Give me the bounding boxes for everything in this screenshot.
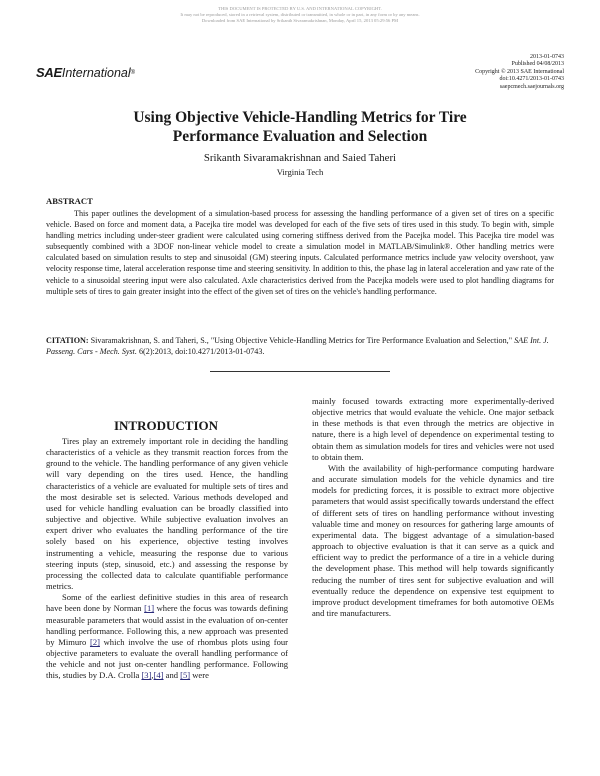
intro-paragraph-3: With the availability of high-performance computing hardware and accurate simulation models for the vehicle dynamics and tire models for predicting forces, it is possible to extract more objective parameters that would assist specifically towards understand the effect of different sets of tires on handling performance without investing valuable time and money on resources for gathering large amounts of experimental data. The biggest advantage of a simulation-based approach to objective evaluation is that it can serve as a quick and efficient way to predict the performance of a tire in a vehicle during the development phase. This method will help towards significantly reducing the number of tires sent for subjective evaluation and will eventually reduce the dependence on expensive test equipment to improve product development timeframes for both automotive OEMs and tire manufacturers.	[312, 462, 554, 618]
publication-metadata	[475, 54, 564, 91]
doi: doi:10.4271/2013-01-0743	[499, 76, 564, 83]
reference-link-3[interactable]: [3]	[141, 670, 152, 681]
ref-separator: ,	[151, 670, 154, 681]
citation	[46, 335, 554, 357]
copyright-watermark	[0, 6, 600, 25]
p2-text-b: where the focus was towards defining measurable parameters that would assist in the evaluation of on-center handling performance. Following this, a new approach was presented by Mimuro	[46, 603, 288, 647]
abstract-heading: ABSTRACT	[46, 196, 93, 206]
journal-site: saepcmech.saejournals.org	[499, 83, 564, 90]
citation-journal: SAE Int. J. Passeng. Cars - Mech. Syst.	[46, 336, 549, 357]
left-column	[46, 436, 288, 681]
copyright-notice: Copyright © 2013 SAE International	[475, 68, 564, 75]
reference-link-1[interactable]: [1]	[144, 603, 155, 614]
logo-brand: SAE	[36, 65, 62, 80]
reference-link-5[interactable]: [5]	[180, 670, 191, 681]
logo-name: International	[61, 66, 131, 80]
watermark-line-2: It may not be reproduced, stored in a retrieval system, distributed or transmitted, in whole or in part, in any form or by any means.	[180, 12, 420, 18]
intro-paragraph-2-continued: mainly focused towards extracting more experimentally-derived objective metrics that would evaluate the vehicle. One major setback in these methods is that even through the metrics are objective in nature, there is a high level of dependence on experimental testing to obtain them as simulation models for tires and vehicles were not used to obtain them.	[312, 396, 554, 462]
right-column	[312, 396, 554, 619]
section-divider	[210, 371, 390, 372]
watermark-line-3: Downloaded from SAE International by Srikanth Sivaramakrishnan, Monday, April 15, 2013 05:29:56 PM	[201, 18, 399, 24]
citation-text: Sivaramakrishnan, S. and Taheri, S., "Using Objective Vehicle-Handling Metrics for Tire Performance Evaluation and Selection,"	[88, 336, 515, 345]
p2-text-d: were	[190, 670, 209, 681]
citation-label: CITATION:	[46, 336, 89, 345]
citation-tail: 6(2):2013, doi:10.4271/2013-01-0743.	[136, 347, 265, 357]
watermark-line-1: THIS DOCUMENT IS PROTECTED BY U.S. AND INTERNATIONAL COPYRIGHT.	[218, 6, 382, 11]
affiliation: Virginia Tech	[276, 167, 324, 177]
sae-international-logo	[36, 66, 135, 80]
reference-link-2[interactable]: [2]	[89, 636, 100, 647]
introduction-heading: INTRODUCTION	[113, 418, 218, 433]
published-date: Published 04/08/2013	[511, 61, 564, 68]
paper-number: 2013-01-0743	[530, 54, 564, 60]
intro-paragraph-2	[46, 592, 288, 681]
p2-text-a: Some of the earliest definitive studies in this area of research have been done by Norman	[46, 592, 288, 614]
p2-text-c: which involve the use of rhombus plots using four objective parameters to evaluate the overall handling performance of the vehicle and not just on-center handling performance. Following this, studies by D.A. Crolla	[46, 636, 288, 681]
intro-paragraph-1: Tires play an extremely important role in deciding the handling characteristics of a vehicle as they transmit reaction forces from the ground to the vehicle. The handling performance of any given vehicle will vary depending on the tires used. Hence, the handling characteristics of a vehicle are evaluated for multiple sets of tires and the most desirable set is selected. Various methods developed and used for vehicle handling evaluation can be broadly classified into subjective and objective. While subjective evaluation involves an expert driver who evaluates the handling performance of the tire solely based on his experience, objective testing involves instrumenting a vehicle, measuring the response due to various steering inputs (step, sinusoid, etc.) and assessing the response by processing the collected data to calculate quantifiable performance metrics.	[46, 436, 288, 592]
title-line-1: Using Objective Vehicle-Handling Metrics for Tire	[133, 109, 467, 126]
authors: Srikanth Sivaramakrishnan and Saied Taheri	[203, 152, 397, 164]
title-line-2: Performance Evaluation and Selection	[172, 128, 428, 145]
paper-title	[60, 108, 540, 146]
logo-registered-mark: ®	[130, 70, 136, 76]
abstract-text: This paper outlines the development of a simulation-based process for assessing the handling performance of a given set of tires on a specific vehicle. Based on force and moment data, a Pacejka tire model was developed for each of the five sets of tires used in this study. To begin with, simple handling metrics including under-steer gradient were calculated using cornering stiffness derived from the Pacejka model. This Pacejka tire model was subsequently combined with a 3DOF non-linear vehicle model to create a simulation model in MATLAB/Simulink®. Other handling metrics were calculated based on simulation results to step and sinusoidal (GM) steering inputs. Calculated performance metrics include yaw velocity overshoot, yaw velocity response time, lateral acceleration response time and steering sensitivity. In addition to this, the phase lag in lateral acceleration and yaw rate of the vehicle to a sinusoidal steering input were also calculated. Axle characteristics derived from the Pacejka models were used to plot handling diagrams for multiple sets of tires to gain greater insight into the effect of the given set of tires on the vehicle's handling performance.	[46, 209, 554, 296]
ref-and: and	[163, 670, 181, 681]
reference-link-4[interactable]: [4]	[153, 670, 164, 681]
